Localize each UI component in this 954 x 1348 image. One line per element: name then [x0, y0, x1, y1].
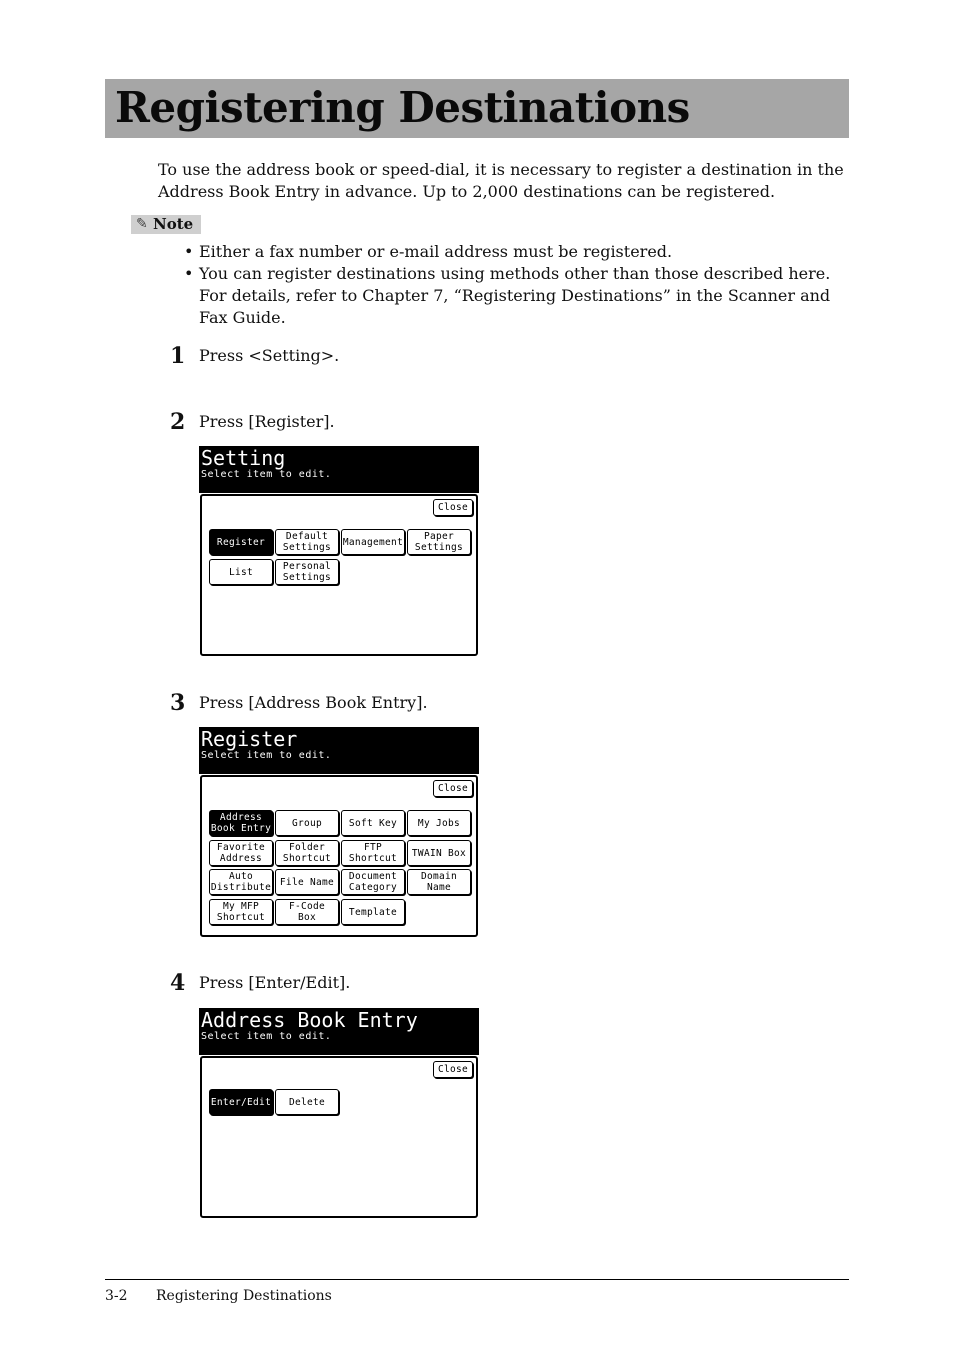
screen-title: Setting: [201, 446, 286, 470]
register-button[interactable]: Register: [209, 529, 273, 555]
personal-settings-button[interactable]: Personal Settings: [275, 559, 339, 585]
step-text: Press [Register].: [199, 412, 335, 431]
screen-subtitle: Select item to edit.: [201, 1031, 332, 1042]
setting-screen: [199, 446, 479, 658]
page-title: Registering Destinations: [115, 83, 690, 132]
paper-settings-button[interactable]: Paper Settings: [407, 529, 471, 555]
soft-key-button[interactable]: Soft Key: [341, 810, 405, 836]
default-settings-button[interactable]: Default Settings: [275, 529, 339, 555]
template-button[interactable]: Template: [341, 899, 405, 925]
screen-subtitle: Select item to edit.: [201, 750, 332, 761]
close-button[interactable]: Close: [433, 1061, 473, 1078]
step-number: 3: [170, 690, 186, 716]
bullet-icon: •: [184, 264, 194, 283]
management-button[interactable]: Management: [341, 529, 405, 555]
enter-edit-button[interactable]: Enter/Edit: [209, 1089, 273, 1115]
screen-title: Address Book Entry: [201, 1008, 418, 1032]
note-list: [184, 241, 854, 329]
auto-distribute-button[interactable]: Auto Distribute: [210, 871, 272, 893]
footer-page-number: 3-2: [105, 1288, 128, 1304]
document-category-button[interactable]: Document Category: [341, 869, 405, 895]
title-bar: [105, 79, 849, 138]
screen-title: Register: [201, 727, 298, 751]
my-mfp-shortcut-button[interactable]: My MFP Shortcut: [209, 899, 273, 925]
close-button[interactable]: Close: [433, 780, 473, 797]
close-button[interactable]: Close: [433, 499, 473, 516]
step-text: Press <Setting>.: [199, 346, 340, 365]
step-number: 1: [170, 343, 186, 369]
ftp-shortcut-button[interactable]: FTP Shortcut: [341, 840, 405, 866]
screen-header: [199, 1008, 479, 1055]
screen-panel: [200, 494, 478, 656]
delete-button[interactable]: Delete: [275, 1089, 339, 1115]
my-jobs-button[interactable]: My Jobs: [407, 810, 471, 836]
screen-header: [199, 446, 479, 493]
bullet-icon: •: [184, 242, 194, 261]
footer-divider: [105, 1279, 849, 1280]
step-number: 2: [170, 409, 186, 435]
pencil-icon: ✎: [136, 216, 148, 232]
note-item: • Either a fax number or e-mail address must be registered.: [184, 242, 673, 261]
intro-paragraph: To use the address book or speed-dial, it is necessary to register a destination in the Address Book Entry in advance. Up to 2,000 destinations can be registered.: [158, 160, 844, 201]
step-text: Press [Address Book Entry].: [199, 693, 428, 712]
note-item: • You can register destinations using methods other than those described here. For details, refer to Chapter 7, “Registering Destinations” in the Scanner and Fax Guide.: [184, 264, 831, 327]
file-name-button[interactable]: File Name: [275, 869, 339, 895]
domain-name-button[interactable]: Domain Name: [407, 869, 471, 895]
address-book-entry-screen: [199, 1008, 479, 1220]
favorite-address-button[interactable]: Favorite Address: [209, 840, 273, 866]
group-button[interactable]: Group: [275, 810, 339, 836]
screen-panel: [200, 775, 478, 937]
screen-header: [199, 727, 479, 774]
screen-subtitle: Select item to edit.: [201, 469, 332, 480]
register-screen: [199, 727, 479, 939]
footer-title: Registering Destinations: [156, 1288, 332, 1304]
step-text: Press [Enter/Edit].: [199, 973, 351, 992]
screen-panel: [200, 1056, 478, 1218]
folder-shortcut-button[interactable]: Folder Shortcut: [275, 840, 339, 866]
step-number: 4: [170, 970, 186, 996]
note-label: ✎ Note: [131, 215, 201, 234]
f-code-box-button[interactable]: F-Code Box: [275, 899, 339, 925]
twain-box-button[interactable]: TWAIN Box: [407, 840, 471, 866]
list-button[interactable]: List: [209, 559, 273, 585]
address-book-entry-button[interactable]: Address Book Entry: [210, 812, 272, 834]
